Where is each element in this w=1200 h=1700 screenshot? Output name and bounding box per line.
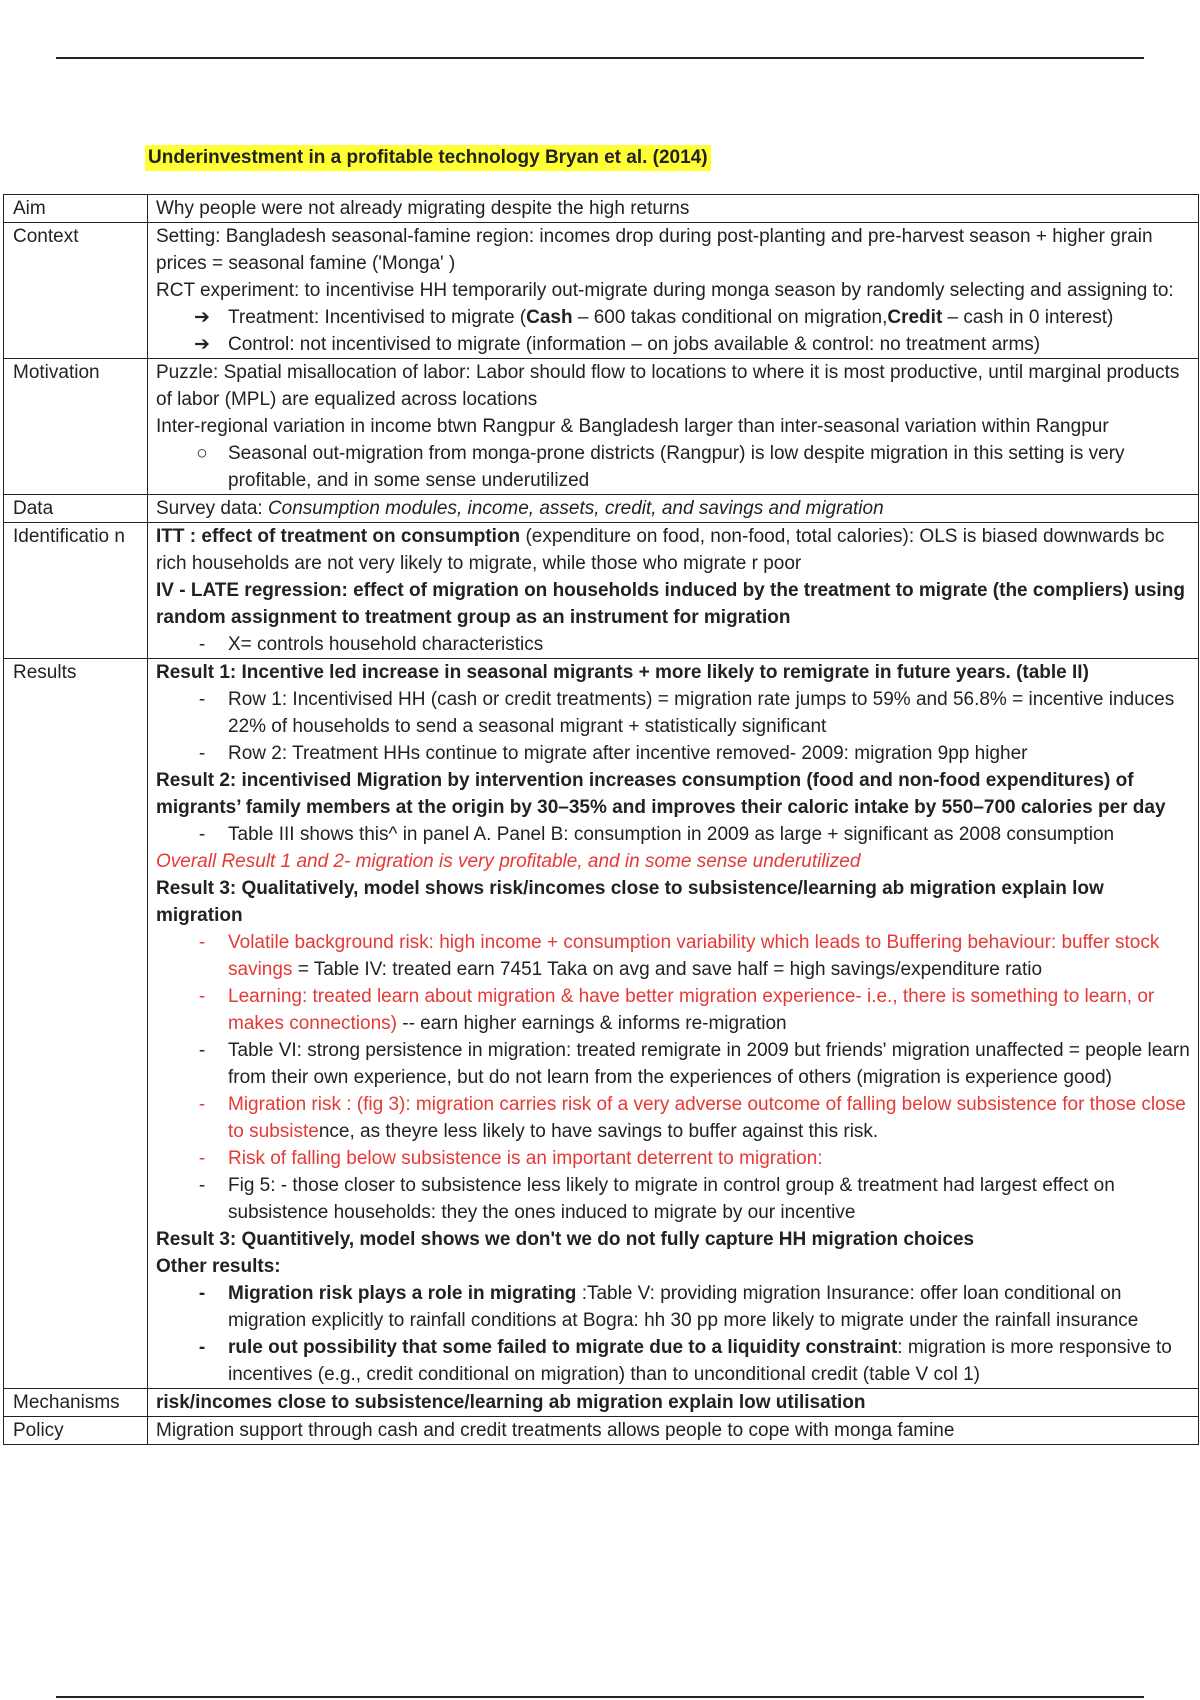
row-label: Policy (4, 1417, 148, 1445)
iv-text: IV - LATE regression: effect of migration on households induced by the treatment to migrate (the compliers) using random assignment to treatment group as an instrument for migration (156, 580, 1185, 628)
context-rct: RCT experiment: to incentivise HH temporarily out-migrate during monga season by randomly selecting and assigning to: (156, 280, 1174, 301)
list-item: - Row 1: Incentivised HH (cash or credit treatments) = migration rate jumps to 59% and 56.8% = incentive induces 22% of households to send a seasonal migrant + statistically significant (156, 686, 1190, 740)
list-item: ○ Seasonal out-migration from monga-prone districts (Rangpur) is low despite migration in this setting is very profitable, and in some sense underutilized (156, 440, 1190, 494)
row-content (148, 1417, 1199, 1445)
table-row-policy (4, 1417, 1199, 1445)
list-item: - Risk of falling below subsistence is an important deterrent to migration: (156, 1145, 1190, 1172)
table-row-results (4, 659, 1199, 1389)
context-setting: Setting: Bangladesh seasonal-famine region: incomes drop during post-planting and pre-harvest season + higher grain prices = seasonal famine ('Monga' ) (156, 226, 1153, 274)
list-item: ➔ Control: not incentivised to migrate (information – on jobs available & control: no treatment arms) (156, 331, 1190, 358)
dash-bullet-icon: - (198, 1283, 206, 1304)
row-label: Aim (4, 195, 148, 223)
top-rule (56, 57, 1144, 59)
motivation-puzzle: Puzzle: Spatial misallocation of labor: Labor should flow to locations to where it is most productive, until marginal products of labor (MPL) are equalized across locations (156, 362, 1180, 410)
row-label: Results (4, 659, 148, 1389)
dash-bullet-icon: - (198, 824, 206, 845)
bottom-rule (56, 1696, 1144, 1698)
list-item: - Fig 5: - those closer to subsistence less likely to migrate in control group & treatment had largest effect on subsistence households: they the ones induced to migrate by our incentive (156, 1172, 1190, 1226)
itt-text: ITT : effect of treatment on consumption (expenditure on food, non-food, total calories): OLS is biased downwards bc rich households are not very likely to migrate, while those who migrate r poor (156, 526, 1165, 574)
table-row-identification (4, 523, 1199, 659)
table-row-motivation (4, 359, 1199, 495)
row-content (148, 659, 1199, 1389)
list-item: - Migration risk : (fig 3): migration carries risk of a very adverse outcome of falling below subsistence for those close to subsistence, as theyre less likely to have savings to buffer against this risk. (156, 1091, 1190, 1145)
table-row-mechanisms (4, 1389, 1199, 1417)
dash-bullet-icon: - (198, 1040, 206, 1061)
dash-bullet-icon: - (198, 689, 206, 710)
row-label: Motivation (4, 359, 148, 495)
circle-bullet-icon: ○ (196, 443, 208, 464)
result-1: Result 1: Incentive led increase in seasonal migrants + more likely to remigrate in future years. (table II) (156, 662, 1089, 683)
row-content: Survey data: Consumption modules, income, assets, credit, and savings and migration (148, 495, 1199, 523)
table-row-aim (4, 195, 1199, 223)
table-row-context (4, 223, 1199, 359)
result-2: Result 2: incentivised Migration by intervention increases consumption (food and non-food expenditures) of migrants’ family members at the origin by 30–35% and improves their caloric intake by 550–700 calories per day (156, 770, 1166, 818)
summary-table (3, 194, 1199, 1445)
list-item: - rule out possibility that some failed to migrate due to a liquidity constraint: migration is more responsive to incentives (e.g., credit conditional on migration) than to unconditional credit (table V col 1) (156, 1334, 1190, 1388)
row-label: Context (4, 223, 148, 359)
list-item: - Row 2: Treatment HHs continue to migrate after incentive removed- 2009: migration 9pp higher (156, 740, 1190, 767)
list-item: - Table VI: strong persistence in migration: treated remigrate in 2009 but friends' migration unaffected = people learn from their own experience, but do not learn from the experiences of others (migration is experience good) (156, 1037, 1190, 1091)
dash-bullet-icon: - (198, 1094, 206, 1115)
dash-bullet-icon: - (198, 1175, 206, 1196)
result-3: Result 3: Qualitatively, model shows risk/incomes close to subsistence/learning ab migration explain low migration (156, 878, 1104, 926)
motivation-variation: Inter-regional variation in income btwn Rangpur & Bangladesh larger than inter-seasonal variation within Rangpur (156, 416, 1109, 437)
aim-text: Why people were not already migrating despite the high returns (156, 198, 690, 219)
row-label: Mechanisms (4, 1389, 148, 1417)
row-content (148, 1389, 1199, 1417)
dash-bullet-icon: - (198, 1148, 206, 1169)
result-3-quantitative: Result 3: Quantitively, model shows we don't we do not fully capture HH migration choices (156, 1229, 975, 1250)
list-item: - Migration risk plays a role in migrating :Table V: providing migration Insurance: offer loan conditional on migration explicitly to rainfall conditions at Bogra: hh 30 pp more likely to migrate under the rainfall insurance (156, 1280, 1190, 1334)
list-item: ➔ Treatment: Incentivised to migrate (Cash – 600 takas conditional on migration,Credit – cash in 0 interest) (156, 304, 1190, 331)
row-label: Data (4, 495, 148, 523)
row-content (148, 523, 1199, 659)
list-item: - Volatile background risk: high income + consumption variability which leads to Buffering behaviour: buffer stock savings = Table IV: treated earn 7451 Taka on avg and save half = high savings/expenditure ratio (156, 929, 1190, 983)
row-label: Identificatio n (4, 523, 148, 659)
overall-result: Overall Result 1 and 2- migration is very profitable, and in some sense underutilized (156, 851, 861, 872)
table-row-data (4, 495, 1199, 523)
dash-bullet-icon: - (198, 986, 206, 1007)
mechanisms-text: risk/incomes close to subsistence/learning ab migration explain low utilisation (156, 1392, 866, 1413)
policy-text: Migration support through cash and credit treatments allows people to cope with monga famine (156, 1420, 955, 1441)
list-item: - Learning: treated learn about migration & have better migration experience- i.e., there is something to learn, or makes connections) -- earn higher earnings & informs re-migration (156, 983, 1190, 1037)
list-item: - Table III shows this^ in panel A. Panel B: consumption in 2009 as large + significant as 2008 consumption (156, 821, 1190, 848)
dash-bullet-icon: - (198, 932, 206, 953)
list-item: - X= controls household characteristics (156, 631, 1190, 658)
row-content (148, 223, 1199, 359)
page-title: Underinvestment in a profitable technology Bryan et al. (2014) (145, 145, 711, 171)
dash-bullet-icon: - (198, 743, 206, 764)
arrow-icon: ➔ (194, 334, 210, 355)
other-results-heading: Other results: (156, 1256, 281, 1277)
dash-bullet-icon: - (198, 634, 206, 655)
dash-bullet-icon: - (198, 1337, 206, 1358)
row-content (148, 195, 1199, 223)
row-content (148, 359, 1199, 495)
arrow-icon: ➔ (194, 307, 210, 328)
